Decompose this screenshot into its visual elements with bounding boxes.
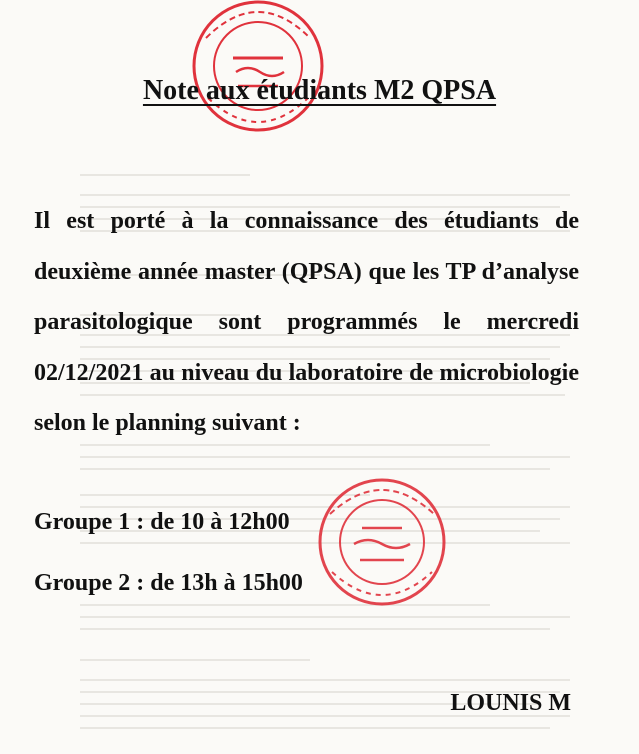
notice-paragraph: Il est porté à la connaissance des étudiants de deuxième année master (QPSA) que les TP d’analyse parasitologique sont programmés le mercredi 02/12/2021 au niveau du laboratoire de microbiologie selon le planning suivant : [34,208,579,436]
official-stamp-middle [312,472,452,612]
signature-name: LOUNIS M [450,690,571,716]
page-title: Note aux étudiants M2 QPSA [142,74,497,106]
group-2-schedule: Groupe 2 : de 13h à 15h00 [34,570,303,596]
group-1-schedule: Groupe 1 : de 10 à 12h00 [34,509,290,535]
